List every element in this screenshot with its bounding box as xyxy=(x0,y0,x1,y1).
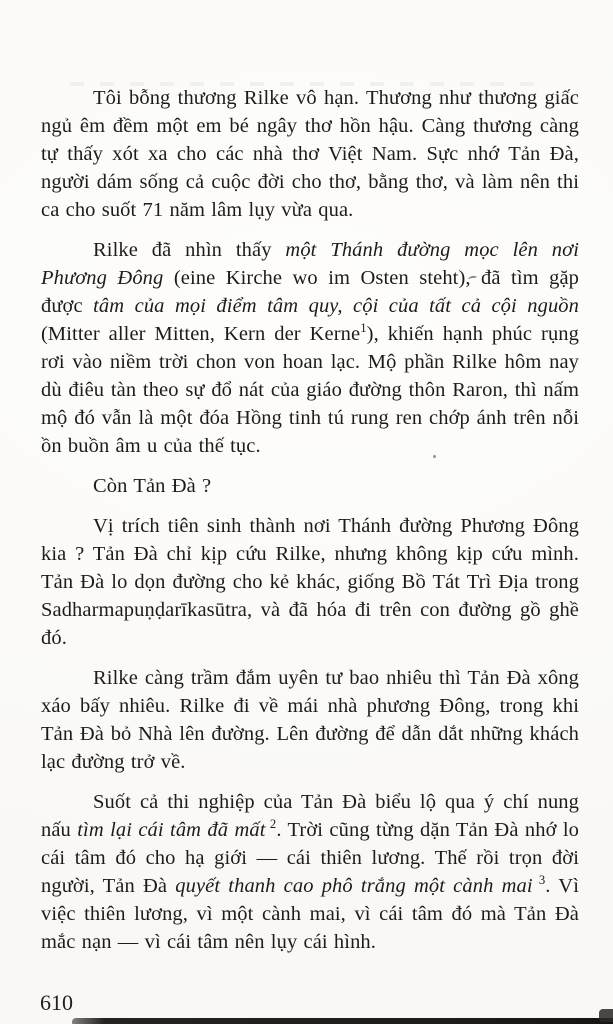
body-text: . Trời cũng từng dặn Tản Đà nhớ lo cái tâm đó cho hạ giới — cái thiên lương. Thế rồi trọn đời người, Tản Đà xyxy=(41,819,579,897)
body-text: Rilke càng trầm đắm uyên tư bao nhiêu thì Tản Đà xông xáo bấy nhiêu. Rilke đi về mái nhà phương Đông, trong khi Tản Đà bỏ Nhà lên đường. Lên đường để dẫn dắt những khách lạc đường trở về. xyxy=(41,667,579,773)
body-text: Rilke đã nhìn thấy xyxy=(93,239,286,261)
paragraph xyxy=(41,664,579,776)
body-text: Còn Tản Đà ? xyxy=(93,475,212,497)
emphasis-text: tìm lại cái tâm đã mất xyxy=(77,819,266,841)
scan-edge-artifact xyxy=(72,1018,613,1024)
paragraph xyxy=(41,84,579,224)
emphasis-text: một Thánh đường mọc lên nơi Phương Đông xyxy=(41,239,579,289)
scan-speck-artifact xyxy=(468,276,477,282)
paragraph xyxy=(41,512,579,652)
emphasis-text: quyết thanh cao phô trắng một cành mai xyxy=(175,875,533,897)
page-number: 610 xyxy=(40,990,73,1015)
body-text: ), khiến hạnh phúc rụng rơi vào niềm trời chon von hoan lạc. Mộ phần Rilke hôm nay dù điêu tàn theo sự đổ nát của giáo đường thôn Raron, thì nấm mộ đó vẫn là một đóa Hồng tinh tú rung ren chớp ánh trên nỗi ồn buồn âm u của thế tục. xyxy=(41,323,579,457)
body-text: Suốt cả thi nghiệp của Tản Đà biểu lộ qua ý chí nung nấu xyxy=(41,791,579,841)
text-block xyxy=(41,84,579,956)
body-text: Vị trích tiên sinh thành nơi Thánh đường Phương Đông kia ? Tản Đà chỉ kịp cứu Rilke, nhưng không kịp cứu mình. Tản Đà lo dọn đường cho kẻ khác, giống Bồ Tát Trì Địa trong Sadharmapuṇḍarīkasūtra, và đã hóa đi trên con đường gồ ghề đó. xyxy=(41,515,579,649)
body-text: (eine Kirche wo im Osten steht), đã tìm gặp được xyxy=(41,267,579,317)
scan-speck-artifact xyxy=(433,455,436,458)
body-text: (Mitter aller Mitten, Kern der Kerne xyxy=(41,323,361,345)
emphasis-text: tâm của mọi điểm tâm quy, cội của tất cả cội nguồn xyxy=(93,295,579,317)
paragraph xyxy=(41,788,579,956)
body-text: Tôi bỗng thương Rilke vô hạn. Thương như thương giấc ngủ êm đềm một em bé ngây thơ hồn hậu. Càng thương càng tự thấy xót xa cho các nhà thơ Việt Nam. Sực nhớ Tản Đà, người dám sống cả cuộc đời cho thơ, bằng thơ, và làm nên thi ca cho suốt 71 năm lâm lụy vừa qua. xyxy=(41,87,579,221)
footnote-marker: 2 xyxy=(265,817,277,832)
paragraph xyxy=(41,236,579,460)
footnote-marker: 3 xyxy=(532,873,546,888)
scan-corner-smudge-artifact xyxy=(599,1009,613,1022)
body-text: . Vì việc thiên lương, vì một cành mai, vì cái tâm đó mà Tản Đà mắc nạn — vì cái tâm nên lụy cái hình. xyxy=(41,875,580,953)
footnote-marker: 1 xyxy=(360,321,367,336)
paragraph xyxy=(41,472,579,500)
